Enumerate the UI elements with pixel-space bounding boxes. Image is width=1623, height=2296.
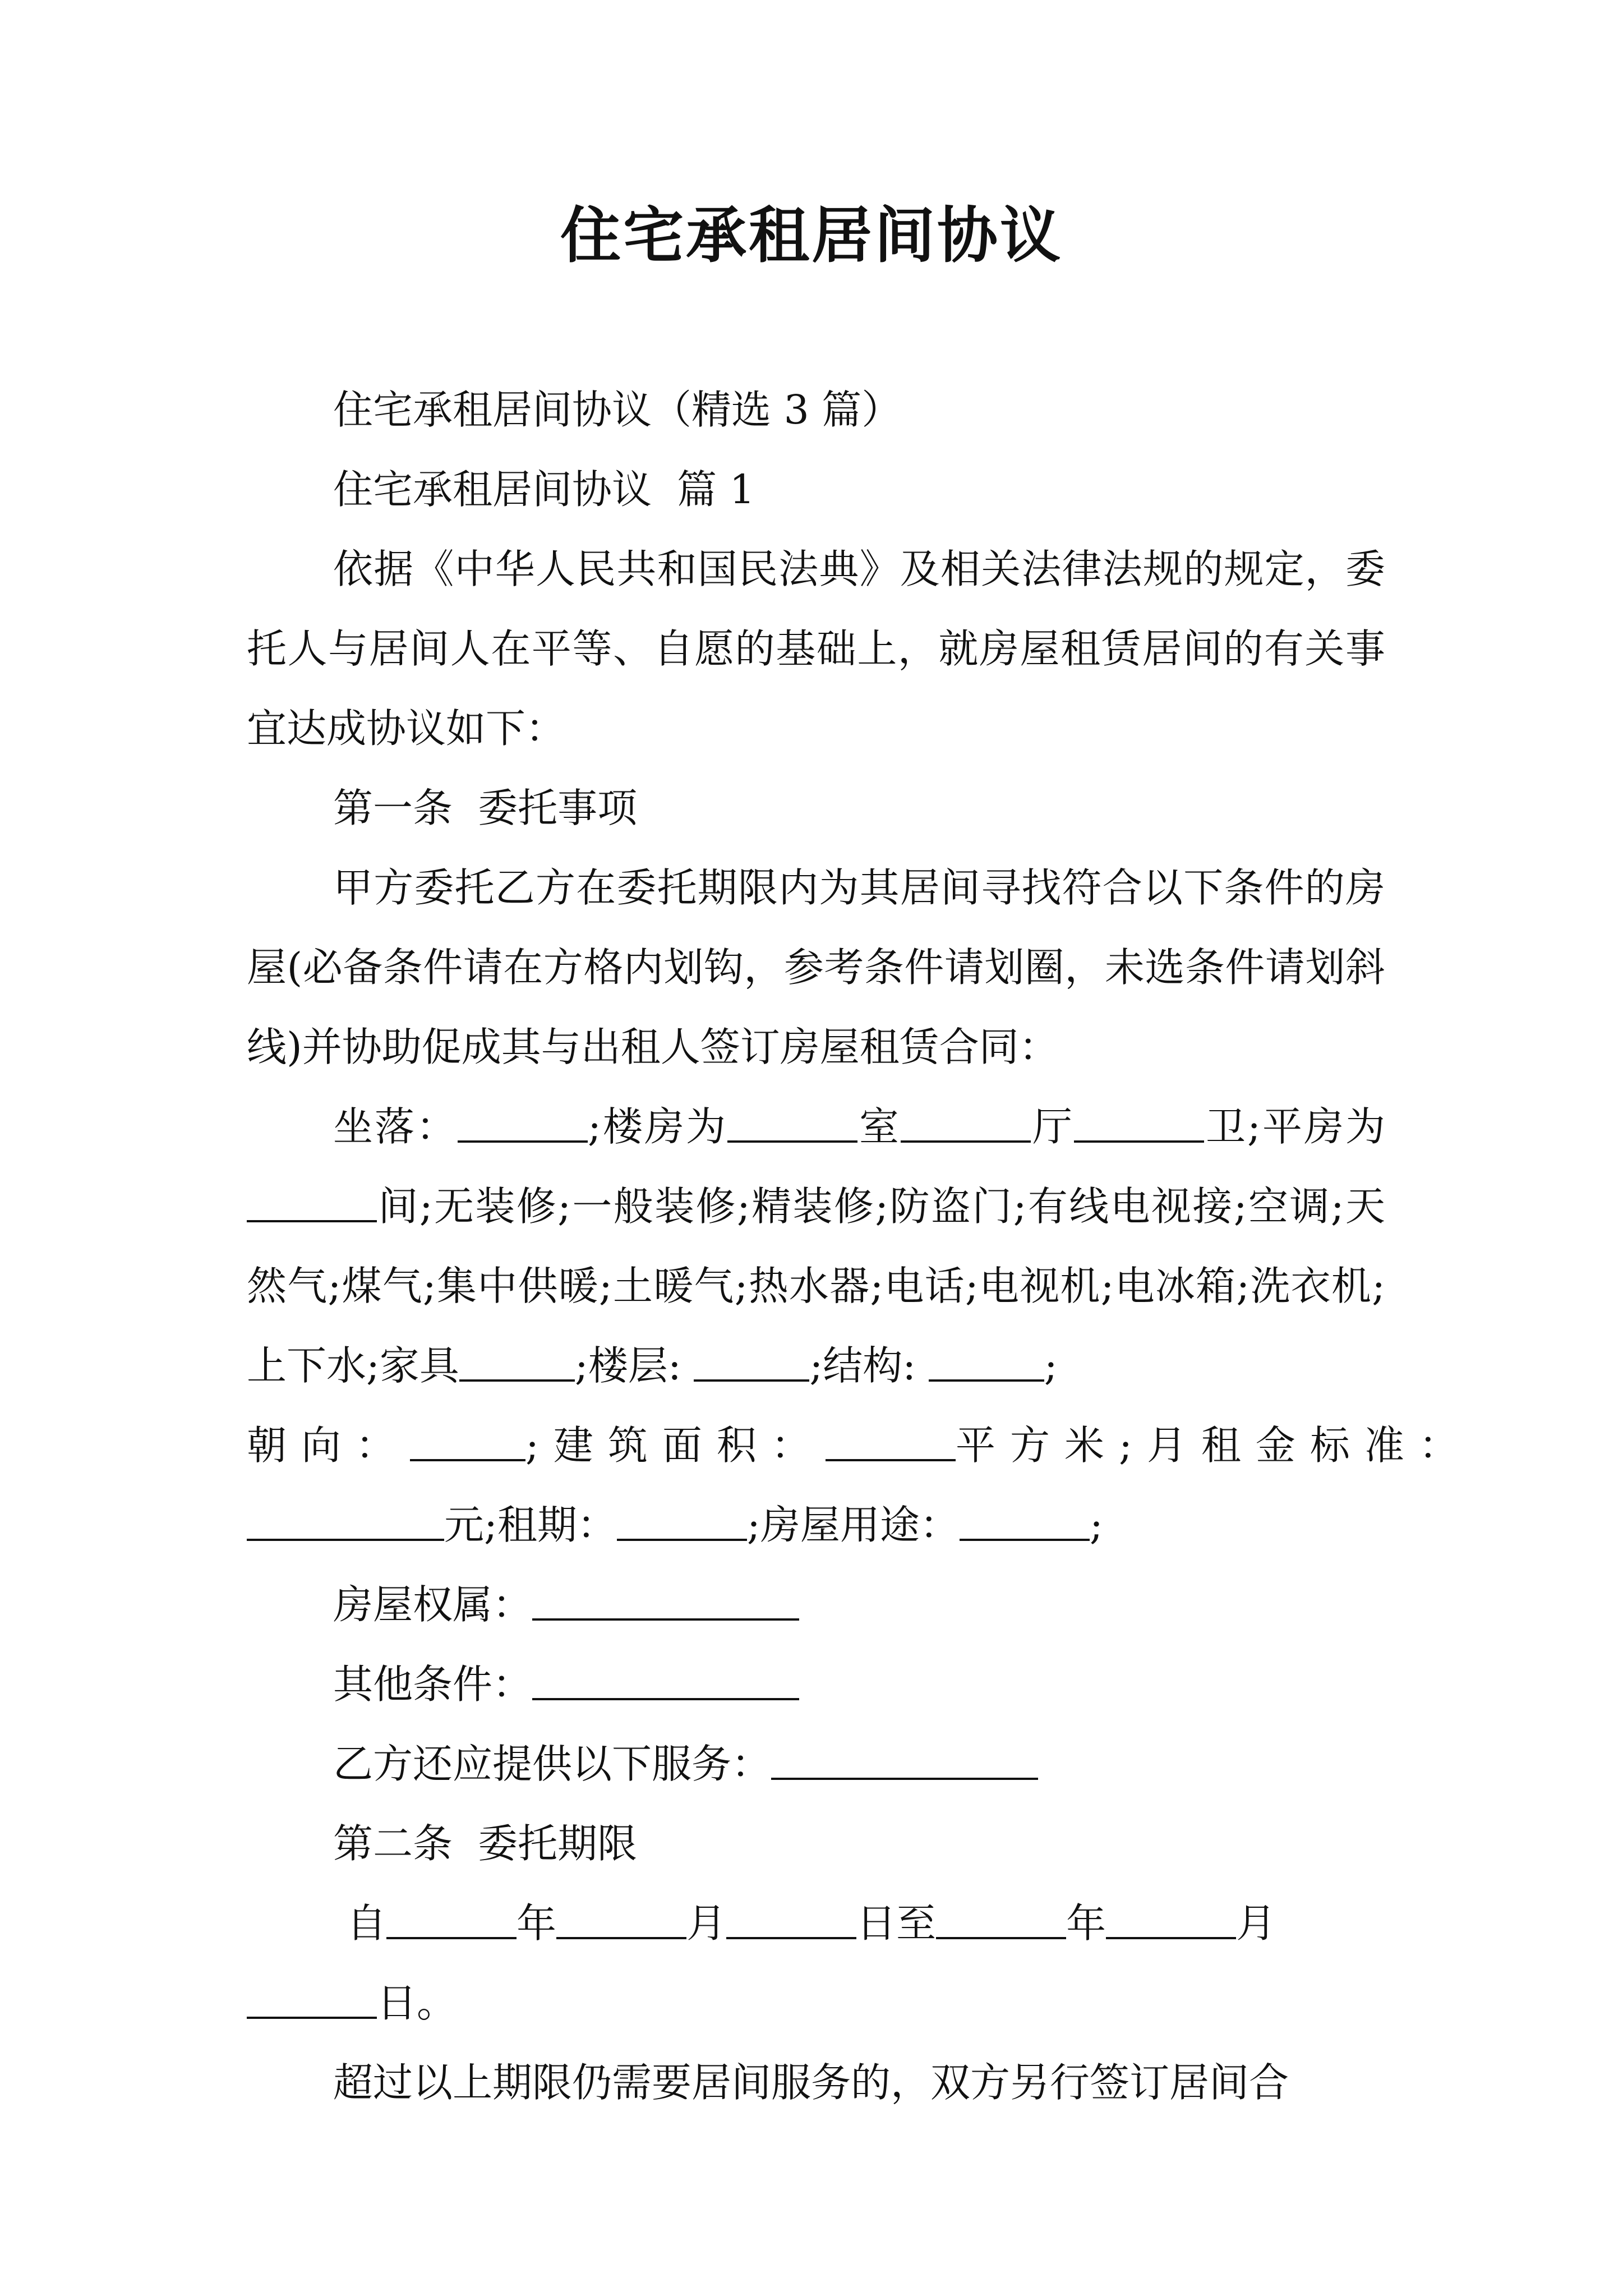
subtitle: 住宅承租居间协议（精选 3 篇） [333,386,902,433]
period-day-to: 日至 [856,1900,937,1947]
period-line [247,1884,1385,1963]
structure-label: ;结构: [809,1342,929,1389]
year1-blank [386,1902,517,1939]
ownership-label: 房屋权属： [333,1581,533,1628]
room-label: 室 [857,1103,901,1150]
floor-blank [694,1345,809,1382]
area-label: ;建筑面积： [525,1422,826,1469]
hall-label: 厅 [1031,1103,1075,1150]
document-body [247,370,1473,2123]
article2-title-text: 第二条 委托期限 [333,1820,638,1867]
period-month1: 月 [686,1900,727,1947]
article1-paragraph: 甲方委托乙方在委托期限内为其居间寻找符合以下条件的房屋(必备条件请在方格内划钩，参考条件请划圈，未选条件请划斜线)并协助促成其与出租人签订房屋租赁合同： [247,864,1385,1070]
structure-blank [929,1345,1044,1382]
document-title: 住宅承租居间协议 [560,200,1063,271]
area-blank [826,1424,956,1461]
bungalow-blank [247,1185,377,1222]
usage-label: ;房屋用途： [746,1502,960,1548]
year2-blank [936,1902,1066,1939]
intro-paragraph: 依据《中华人民共和国民法典》及相关法律法规的规定，委托人与居间人在平等、自愿的基础上，就房屋租赁居间的有关事宜达成协议如下： [247,546,1385,752]
month2-blank [1106,1902,1236,1939]
location-label: 坐落： [333,1103,458,1150]
orientation-label: 朝向： [247,1422,411,1469]
section-title [247,450,1385,530]
rent-line [247,1485,1385,1565]
period-month2: 月 [1236,1900,1276,1947]
floor-label: ;楼层: [574,1342,694,1389]
period-year1: 年 [517,1900,557,1947]
area-unit: 平方米;月租金标准： [955,1422,1473,1469]
period-day-end: 日。 [377,1980,457,2026]
period-line-2 [247,1963,1385,2043]
orientation-blank [410,1424,525,1461]
other-conditions-line [247,1645,1385,1724]
services-line [247,1724,1385,1804]
month1-blank [556,1902,686,1939]
orientation-line [247,1406,1473,1485]
other-label: 其他条件： [333,1661,533,1708]
building-label: ;楼房为 [588,1103,727,1150]
furniture-blank [459,1345,575,1382]
features-list: 间;无装修;一般装修;精装修;防盗门;有线电视接;空调;天然气;煤气;集中供暖;土暖气;热水器;电话;电视机;电冰箱;洗衣机;上下水;家具 [247,1183,1385,1389]
article1-title [247,769,1385,848]
day1-blank [726,1902,856,1939]
last-paragraph: 超过以上期限仍需要居间服务的，双方另行签订居间合 [333,2059,1289,2106]
structure-end: ; [1044,1342,1058,1389]
services-blank [771,1743,1038,1780]
section-title-text: 住宅承租居间协议 篇 1 [333,466,755,513]
conditions-paragraph [247,1087,1385,1406]
room-blank [727,1106,857,1143]
term-blank [617,1504,747,1541]
services-label: 乙方还应提供以下服务： [333,1741,772,1787]
article2-title [247,1804,1385,1884]
term-label: 元;租期： [444,1502,617,1548]
period-from: 自 [347,1900,387,1947]
day2-blank [247,1982,377,2019]
bath-blank [1074,1106,1204,1143]
usage-end: ; [1089,1502,1103,1548]
ownership-blank [532,1584,799,1621]
other-blank [532,1663,799,1700]
rent-blank [247,1504,444,1541]
article1-title-text: 第一条 委托事项 [333,785,638,831]
ownership-line [247,1565,1385,1645]
usage-blank [960,1504,1090,1541]
bath-label: 卫;平房为 [1204,1103,1385,1150]
hall-blank [901,1106,1031,1143]
location-blank [458,1106,588,1143]
period-year2: 年 [1066,1900,1106,1947]
